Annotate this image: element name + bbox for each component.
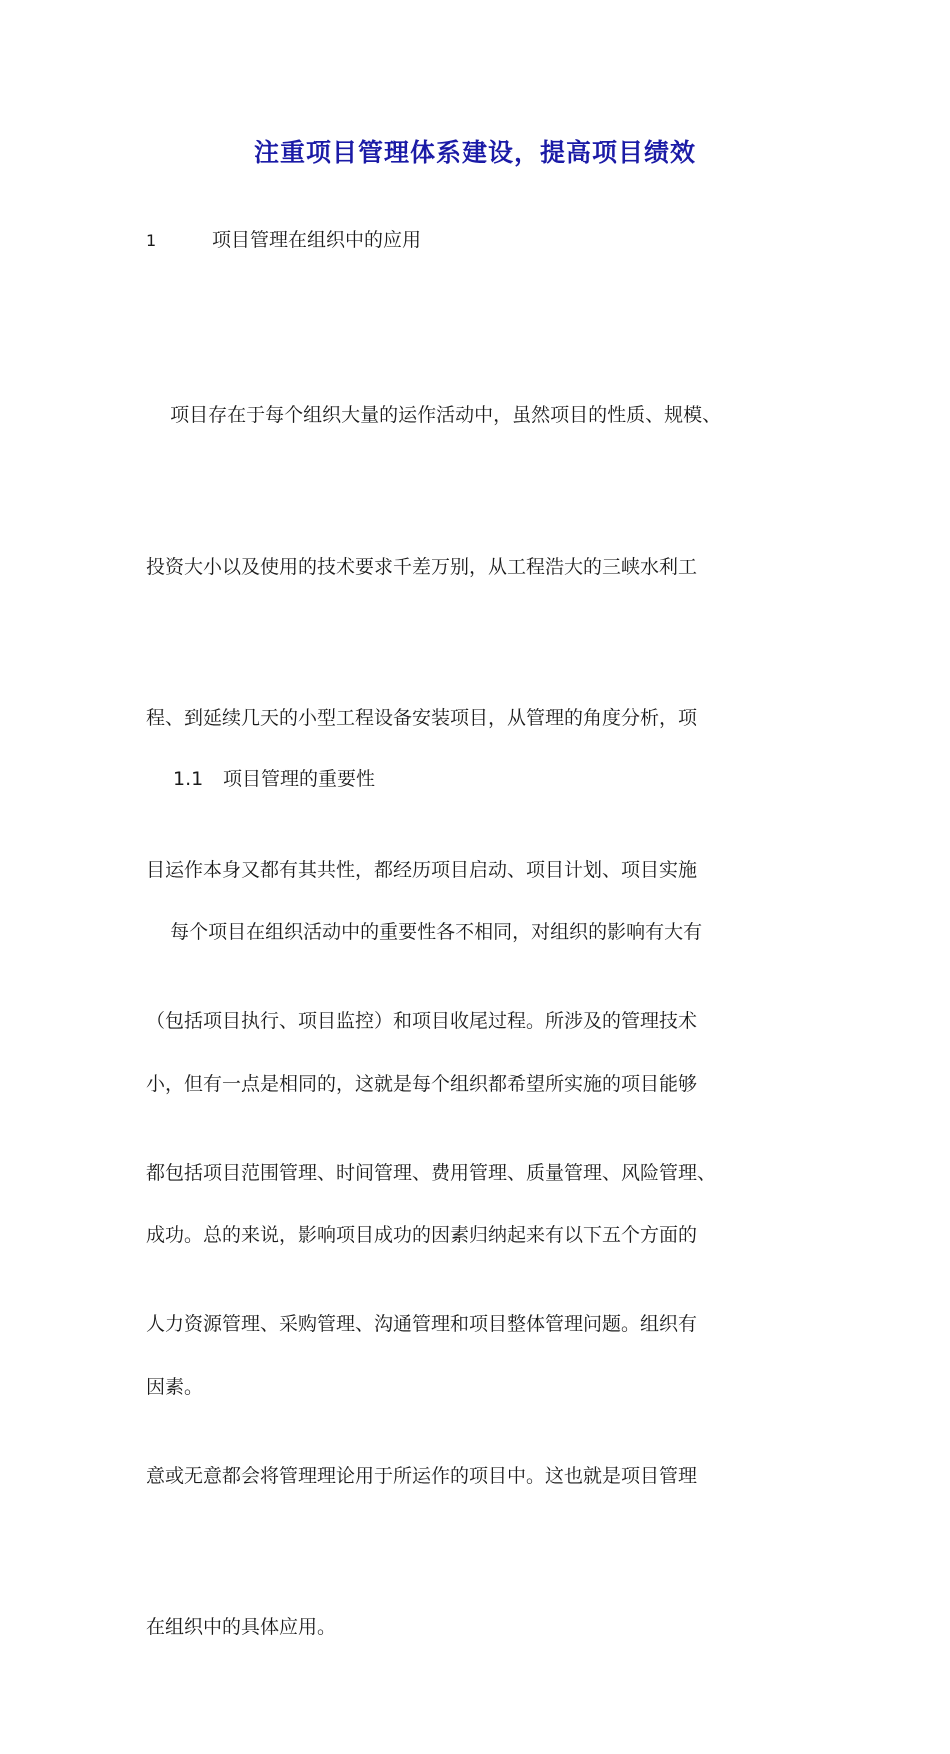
section-number: 1 xyxy=(146,231,157,250)
section-title: 项目管理在组织中的应用 xyxy=(212,229,422,251)
paragraph-line: 都包括项目范围管理、时间管理、费用管理、质量管理、风险管理、 xyxy=(146,1161,717,1184)
section-heading-1-1 xyxy=(173,764,375,794)
section-heading-1 xyxy=(146,226,421,255)
paragraph-line: 小，但有一点是相同的，这就是每个组织都希望所实施的项目能够 xyxy=(146,1072,698,1095)
document-title: 注重项目管理体系建设，提高项目绩效 xyxy=(253,138,696,167)
paragraph-line: 因素。 xyxy=(146,1375,204,1398)
paragraph-2 xyxy=(146,806,816,1513)
paragraph-line: 每个项目在组织活动中的重要性各不相同，对组织的影响有大有 xyxy=(146,921,703,943)
subsection-number: 1.1 xyxy=(173,768,204,790)
paragraph-line: 投资大小以及使用的技术要求千差万别，从工程浩大的三峡水利工 xyxy=(146,555,698,578)
paragraph-line: 人力资源管理、采购管理、沟通管理和项目整体管理问题。组织有 xyxy=(146,1313,698,1335)
paragraph-line: 意或无意都会将管理理论用于所运作的项目中。这也就是项目管理 xyxy=(146,1464,698,1487)
paragraph-line: 成功。总的来说，影响项目成功的因素归纳起来有以下五个方面的 xyxy=(146,1224,698,1246)
subsection-title: 项目管理的重要性 xyxy=(223,768,376,790)
paragraph-line: 在组织中的具体应用。 xyxy=(146,1616,337,1638)
paragraph-line: （包括项目执行、项目监控）和项目收尾过程。所涉及的管理技术 xyxy=(146,1010,698,1032)
paragraph-line: 程、到延续几天的小型工程设备安装项目，从管理的角度分析，项 xyxy=(146,707,698,729)
paragraph-line: 项目存在于每个组织大量的运作活动中，虽然项目的性质、规模、 xyxy=(146,404,722,426)
paragraph-line: 目运作本身又都有其共性，都经历项目启动、项目计划、项目实施 xyxy=(146,858,698,881)
